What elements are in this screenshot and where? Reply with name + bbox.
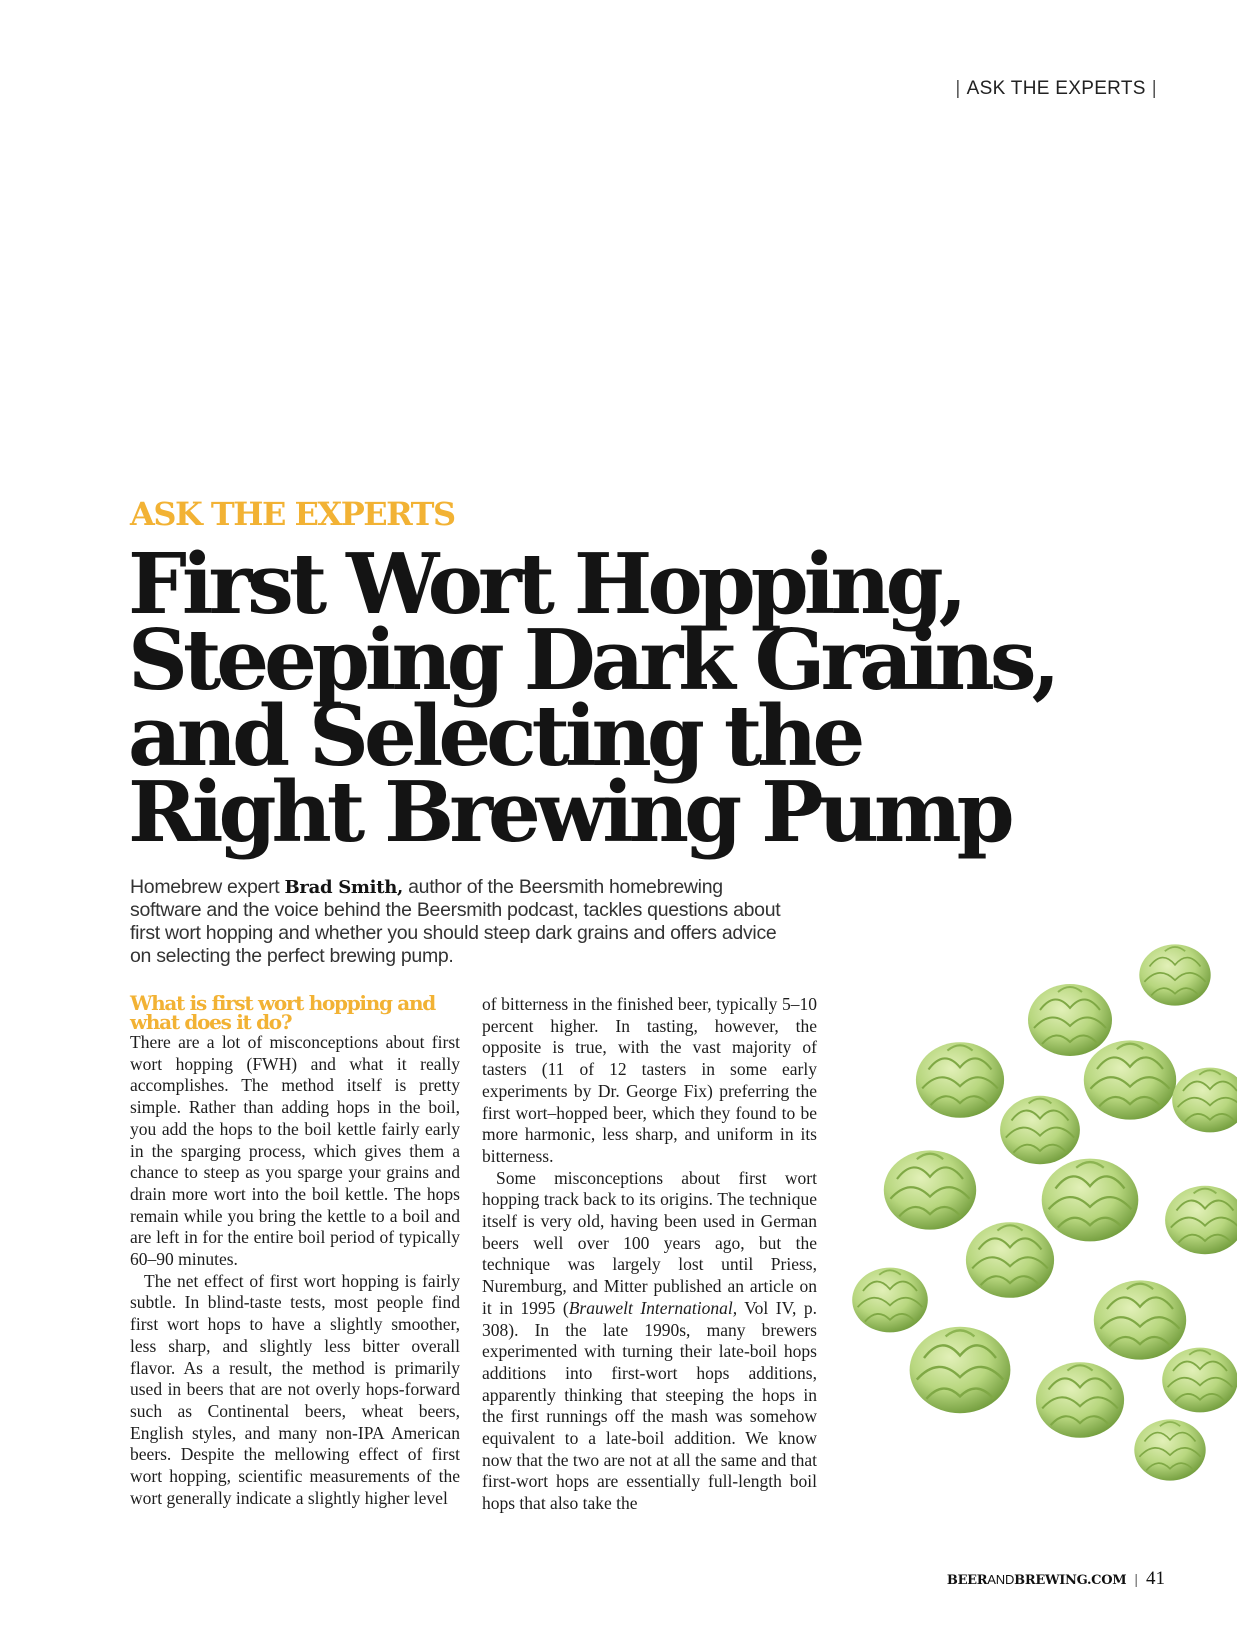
headline-line: First Wort Hopping, [128,535,963,633]
hop-cone [1042,1159,1139,1242]
hop-cone [1084,1040,1176,1119]
body-paragraph: There are a lot of misconceptions about first wort hopping (FWH) and what it really accomplishes. The method itself is pretty simple. Rather than adding hops in the boil, you add the hops to the boil kettle fairly early in the sparging process, which gives them a chance to steep as you sparge your grains and drain more wort into the boil kettle. The hops remain while you bring the kettle to a boil and are left in for the entire boil period of typically 60–90 minutes. [130,1032,460,1270]
headline-line: Right Brewing Pump [128,763,1010,861]
hop-cone [1165,1186,1237,1254]
running-head-bar-left: | [955,78,961,99]
body-text: Some misconceptions about first wort hopping track back to its origins. The technique itself is very old, having been used in German beers well over 100 years ago, but the technique was largely lost until Priess, Nuremburg, and Mitter published an article on it in 1995 ( [482,1167,817,1318]
hop-cone [1162,1348,1237,1413]
body-paragraph: of bitterness in the finished beer, typically 5–10 percent higher. In tasting, however, the opposite is true, with the vast majority of tasters (11 of 12 tasters in some early experiments by Dr. George Fix) preferring the first wort–hopped beer, which they found to be more harmonic, less sharp, and uniform in its bitterness. [482,994,817,1166]
deck-text-after: author of the Beersmith homebrewing software and the voice behind the Beersmith podcast, tackles questions about first wort hopping and whether you should steep dark grains and offers advice on selecting the perfect brewing pump. [130,876,781,967]
author-name: Brad Smith, [284,877,403,898]
article-column-left [130,991,460,1509]
hop-cone [1172,1068,1237,1133]
body-paragraph [482,1168,817,1515]
hop-cone [1139,944,1210,1005]
running-head-bar-right: | [1151,78,1157,99]
hop-cone [1000,1096,1080,1164]
body-paragraph: The net effect of first wort hopping is fairly subtle. In blind-taste tests, most people find first wort hops to have a slightly smoother, less sharp, and slightly less bitter overall flavor. As a result, the method is primarily used in beers that are not overly hops-forward such as Continental beers, wheat beers, English styles, and many non-IPA American beers. Despite the mellowing effect of first wort hopping, scientific measurements of the wort generally indicate a slightly higher level [130,1270,460,1508]
hop-cone [1028,984,1112,1056]
headline-line: and Selecting the [128,687,861,785]
hop-cone [916,1042,1004,1118]
folio-separator: | [1134,1571,1138,1587]
hops-photo [830,930,1237,1490]
brand-wordmark-beer: BEER [946,1573,988,1588]
hop-cone [1094,1280,1186,1359]
hop-cone [910,1327,1011,1413]
brand-wordmark-brewing: BREWING.COM [1014,1573,1127,1588]
brand-wordmark-and: AND [987,1572,1015,1587]
headline [128,535,1128,861]
hop-cone [852,1268,928,1333]
body-text: Vol IV, p. 308). In the late 1990s, many brewers experimented with turning their late-boil hops additions into first-wort hops additions, apparently thinking that steeping the hops in the first runnings off the mash was somehow equivalent to a late-boil addition. We know now that the two are not at all the same and that first-wort hops are essentially full-length boil hops that also take the [482,1297,817,1514]
deck-text-before: Homebrew expert [130,876,285,898]
hop-cone [1036,1362,1124,1438]
hop-cone [966,1222,1054,1298]
hop-cone [884,1150,976,1229]
headline-line: Steeping Dark Grains, [128,611,1056,709]
running-head-text: ASK THE EXPERTS [966,78,1146,99]
publication-title: Brauwelt International, [568,1297,738,1318]
deck-intro [130,876,790,968]
page-folio [947,1568,1165,1590]
running-head [949,78,1163,100]
question-subhead: What is first wort hopping and what does it do? [130,991,435,1034]
hop-cone [1134,1419,1205,1480]
article-column-right [482,994,817,1515]
page-number: 41 [1146,1568,1165,1589]
section-kicker: ASK THE EXPERTS [130,495,455,533]
